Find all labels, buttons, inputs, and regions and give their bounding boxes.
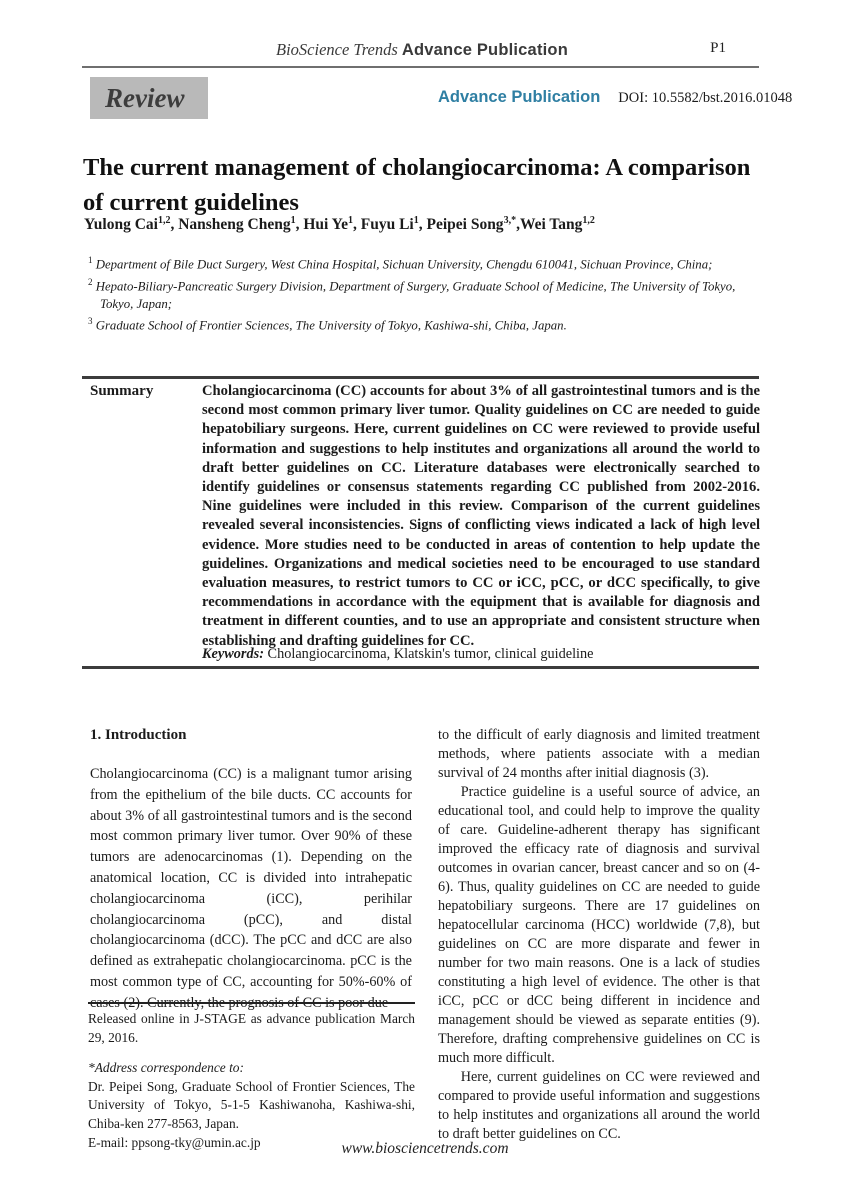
correspondence-label: *Address correspondence to:: [88, 1060, 244, 1076]
author: Yulong Cai$^{1,2}$,: [84, 215, 179, 234]
left-column: [90, 727, 412, 1014]
release-note: Released online in J-STAGE as advance publication March 29, 2016.: [88, 1011, 415, 1045]
summary-label: Summary: [90, 383, 154, 399]
journal-website: www.biosciencetrends.com: [341, 1140, 509, 1157]
header-rule: [82, 66, 759, 68]
affiliation-sup: 2: [88, 276, 93, 287]
summary-top-rule: [82, 376, 759, 379]
keywords-text: Cholangiocarcinoma, Klatskin's tumor, clinical guideline: [263, 646, 594, 662]
article-type-label: Review: [105, 82, 185, 113]
introduction-paragraph: Cholangiocarcinoma (CC) is a malignant tumor arising from the epithelium of the bile ducts. CC accounts for about 3% of all gastrointestinal tumors and is the second most common primary liver tumor. Over 90% of these tumors are adenocarcinomas (1). Depending on the anatomical location, CC is divided into intrahepatic cholangiocarcinoma (iCC), perihilar cholangiocarcinoma (pCC), and distal cholangiocarcinoma (dCC). The pCC and dCC are also defined as extrahepatic cholangiocarcinoma. pCC is the most common type of CC, accounting for 50%-60% of cases (2). Currently, the prognosis of CC is poor due: [90, 766, 412, 1011]
author: Nansheng Cheng$^1$,: [178, 215, 304, 234]
author-list: [84, 215, 760, 234]
summary-bottom-rule: [82, 666, 759, 669]
author-affil-sup: 1: [413, 215, 419, 226]
body-paragraph: Practice guideline is a useful source of advice, an educational tool, and could help to improve the quality of care. Guideline-adherent therapy has significant improved the efficacy rate of diagnosis and survival outcomes in ovarian cancer, breast cancer and so on (4-6). Thus, quality guidelines on CC are needed to guide hepatobiliary surgeons. There are 17 guidelines on hepatocellular carcinoma (HCC) worldwide (7,8), but guidelines on CC are more disparate and fewer in number for two main reasons. One is a lack of studies constituting a high level of evidence. The other is that iCC, pCC or dCC being different in incidence and management should be viewed as separate entities (9). Therefore, drafting comprehensive guidelines on CC is much more difficult.: [438, 784, 760, 1066]
keywords-line: [202, 646, 760, 663]
doi-text: DOI: 10.5582/bst.2016.01048: [618, 90, 793, 106]
affiliation: $^3$ Graduate School of Frontier Sciences, The University of Tokyo, Kashiwa-shi, Chiba, Japan.: [88, 316, 567, 333]
page-number: P1: [710, 40, 726, 56]
article-type-badge: [90, 77, 208, 119]
author: Peipei Song$^{3,*}$,: [426, 215, 520, 234]
author-affil-sup: 1,2: [582, 215, 595, 226]
banner-right: [438, 88, 793, 107]
running-head: [84, 40, 760, 60]
article-title: The current management of cholangiocarcinoma: A comparison of current guidelines: [83, 154, 751, 217]
author-affil-sup: 1: [348, 215, 353, 226]
affiliation-sup: 1: [88, 255, 93, 265]
author-affil-sup: 1,2: [157, 215, 171, 226]
correspondence-email: E-mail: ppsong-tky@umin.ac.jp: [88, 1134, 261, 1150]
right-column: [438, 726, 760, 1144]
author: Wei Tang$^{1,2}$: [519, 215, 595, 234]
author-affil-sup: 1: [290, 215, 296, 226]
affiliation-list: [88, 252, 764, 335]
affiliation: $^1$ Department of Bile Duct Surgery, West China Hospital, Sichuan University, Chengdu 610041, Sichuan Province, China;: [88, 255, 713, 272]
footnote-block: [88, 1002, 415, 1152]
body-paragraph: to the difficult of early diagnosis and limited treatment methods, where patients associate with a median survival of 24 months after initial diagnosis (3).: [438, 727, 760, 781]
affiliation: $^2$ Hepato-Biliary-Pancreatic Surgery Division, Department of Surgery, Graduate School of Medicine, The University of Tokyo, Tokyo, Japan;: [88, 276, 736, 311]
affiliation-sup: 3: [88, 316, 93, 327]
introduction-heading: 1. Introduction: [90, 727, 187, 743]
author: Fuyu Li$^1$,: [360, 215, 427, 234]
author: Hui Ye$^1$,: [303, 215, 361, 234]
keywords-label: Keywords:: [202, 646, 264, 662]
journal-section: Advance Publication: [401, 41, 568, 59]
body-paragraph: Here, current guidelines on CC were reviewed and compared to provide useful information and suggestions to help institutes and organizations all around the world to draft better guidelines on CC.: [438, 1069, 760, 1142]
advance-publication-label: Advance Publication: [438, 88, 601, 106]
correspondence-address: Dr. Peipei Song, Graduate School of Frontier Sciences, The University of Tokyo, 5-1-5 Kashiwanoha, Kashiwa-shi, Chiba-ken 277-8563, Japan.: [88, 1078, 415, 1131]
summary-body: Cholangiocarcinoma (CC) accounts for about 3% of all gastrointestinal tumors and is the second most common primary liver tumor. Quality guidelines on CC are needed to guide hepatobiliary surgeons. Here, current guidelines on CC were reviewed to provide useful information and suggestions to help institutes and organizations all around the world to draft better guidelines on CC. Literature databases were electronically searched to identify guidelines or consensus statements regarding CC published from 2002-2016. Nine guidelines were included in this review. Comparison of the current guidelines revealed several inconsistencies. Signs of conflicting views indicated a lack of high level evidence. More studies need to be conducted in areas of contention to help update the guidelines. Organizations and medical societies need to be encouraged to use standard evaluation measures, to restrict tumors to CC or iCC, pCC, or dCC specifically, to give recommendations in accordance with the equipment that is available for diagnosis and treatment in different counties, and to use an appropriate and consistent structure when establishing and drafting guidelines for CC.: [202, 383, 760, 649]
author-affil-sup: 3,*: [503, 215, 517, 226]
journal-name: BioScience Trends: [276, 40, 398, 59]
